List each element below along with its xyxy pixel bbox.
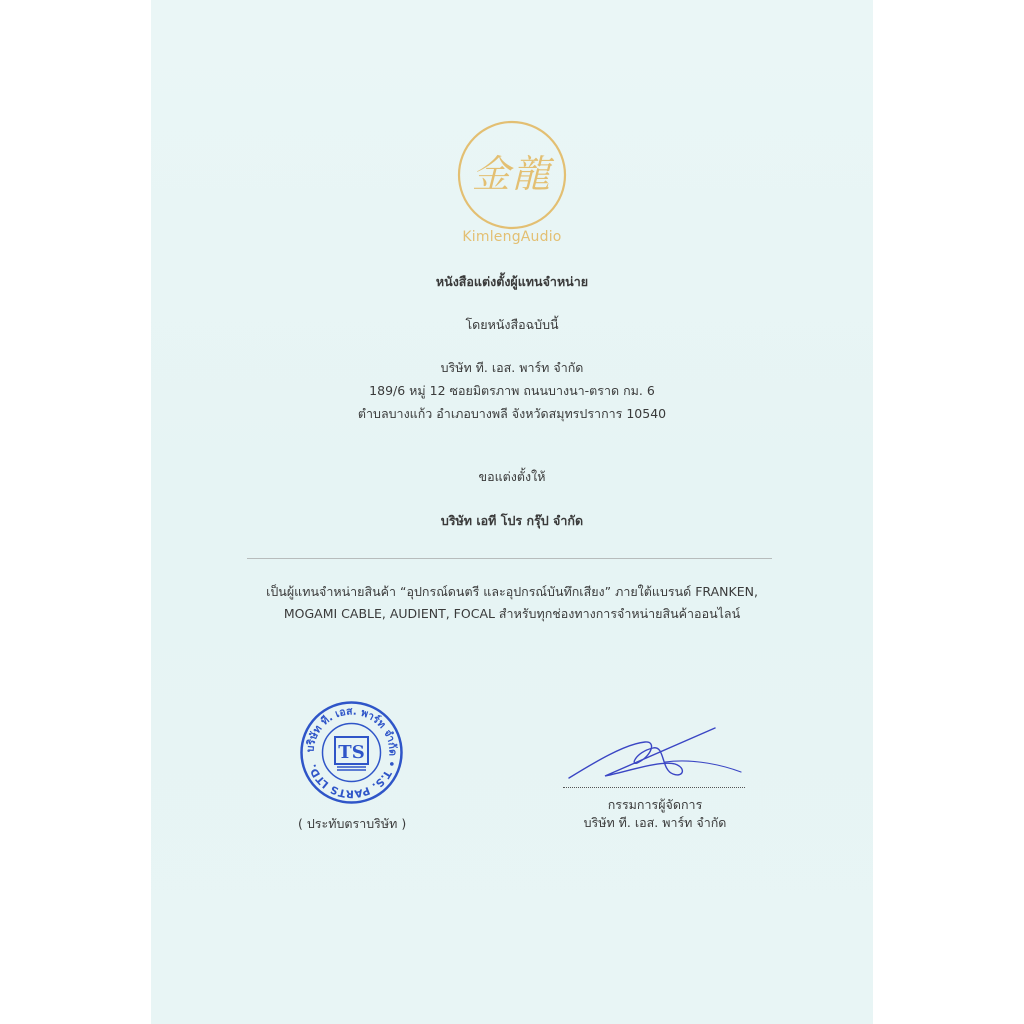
- logo-glyph: 金龍: [471, 152, 553, 196]
- handwritten-signature: [565, 722, 745, 784]
- scope-line2: MOGAMI CABLE, AUDIENT, FOCAL สำหรับทุกช่องทางการจำหน่ายสินค้าออนไลน์: [283, 606, 741, 621]
- signatory-title: กรรมการผู้จัดการ: [607, 797, 703, 812]
- stamp-ring-text: บริษัท ที. เอส. พาร์ท จำกัด • T.S. PARTS LTD.: [304, 705, 399, 800]
- signatory-company: บริษัท ที. เอส. พาร์ท จำกัด: [583, 815, 727, 830]
- stamp-monogram: TS: [338, 742, 365, 763]
- section-divider: [247, 558, 772, 559]
- company-stamp: [299, 700, 404, 805]
- document-title: หนังสือแต่งตั้งผู้แทนจำหน่าย: [435, 274, 589, 289]
- grantor-address-line1: 189/6 หมู่ 12 ซอยมิตรภาพ ถนนบางนา-ตราด กม. 6: [369, 383, 655, 398]
- grantor-address-line2: ตำบลบางแก้ว อำเภอบางพลี จังหวัดสมุทรปราการ 10540: [357, 406, 667, 421]
- appointee-name: บริษัท เอที โปร กรุ๊ป จำกัด: [440, 513, 584, 528]
- stamp-caption: ( ประทับตราบริษัท ): [298, 816, 407, 831]
- logo-brand-text: KimlengAudio: [462, 229, 562, 245]
- kimleng-logo-seal: [456, 119, 568, 231]
- scope-line1: เป็นผู้แทนจำหน่ายสินค้า “อุปกรณ์ดนตรี และอุปกรณ์บันทึกเสียง” ภายใต้แบรนด์ FRANKEN,: [266, 584, 758, 599]
- signature-line: [563, 787, 745, 788]
- appoint-label: ขอแต่งตั้งให้: [478, 469, 546, 484]
- document-intro: โดยหนังสือฉบับนี้: [465, 317, 559, 332]
- grantor-name: บริษัท ที. เอส. พาร์ท จำกัด: [440, 360, 584, 375]
